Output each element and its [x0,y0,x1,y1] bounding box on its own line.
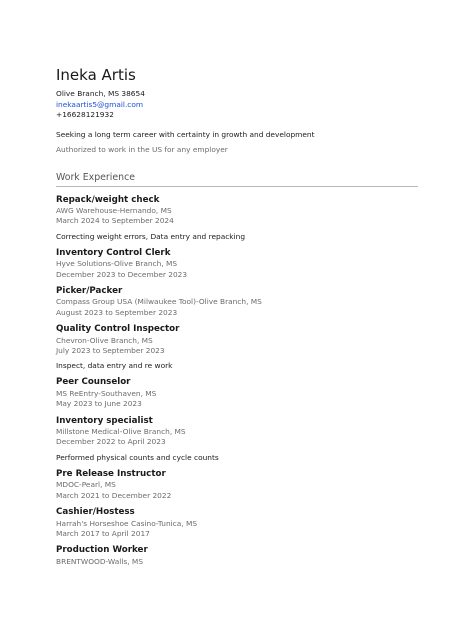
job-title: Picker/Packer [56,285,123,296]
job-company: Millstone Medical-Olive Branch, MS [56,427,186,437]
job-company: Harrah's Horseshoe Casino-Tunica, MS [56,518,198,528]
job-title: Peer Counselor [56,377,131,388]
candidate-email-link[interactable]: inekaartis5@gmail.com [56,99,144,109]
job-title: Inventory specialist [56,415,153,426]
job-dates: July 2023 to September 2023 [56,345,165,355]
job-title: Inventory Control Clerk [56,247,171,258]
job-company: AWG Warehouse-Hernando, MS [56,206,172,215]
job-company: Chevron-Olive Branch, MS [56,335,153,345]
job-company: MDOC-Pearl, MS [56,480,116,490]
work-experience-heading: Work Experience [56,172,418,187]
job-entry [56,377,418,409]
job-company: Compass Group USA (Milwaukee Tool)-Olive Branch, MS [56,297,262,307]
job-entry [56,195,418,242]
work-experience-list [56,195,418,567]
job-title: Repack/weight check [56,194,160,205]
work-authorization: Authorized to work in the US for any employer [56,145,228,154]
job-title: Quality Control Inspector [56,324,180,335]
job-description: Performed physical counts and cycle counts [56,452,219,462]
candidate-phone: +16628121932 [56,110,114,119]
job-title: Cashier/Hostess [56,507,135,518]
job-entry [56,507,418,539]
job-entry [56,545,418,567]
job-dates: May 2023 to June 2023 [56,399,142,409]
job-company: MS ReEntry-Southaven, MS [56,388,157,398]
resume-content [56,66,418,573]
career-summary: Seeking a long term career with certainty in growth and development [56,129,315,139]
job-title: Pre Release Instructor [56,468,166,479]
job-entry [56,416,418,463]
job-entry [56,286,418,318]
job-description: Correcting weight errors, Data entry and repacking [56,231,246,241]
job-company: BRENTWOOD-Walls, MS [56,556,144,566]
job-dates: March 2021 to December 2022 [56,490,172,500]
job-dates: March 2024 to September 2024 [56,216,174,226]
candidate-location: Olive Branch, MS 38654 [56,89,145,98]
job-entry [56,324,418,371]
candidate-name: Ineka Artis [56,66,136,84]
job-entry [56,469,418,501]
job-dates: March 2017 to April 2017 [56,528,150,538]
job-title: Production Worker [56,545,148,556]
job-entry [56,248,418,280]
job-dates: August 2023 to September 2023 [56,307,178,317]
job-description: Inspect, data entry and re work [56,361,173,371]
job-company: Hyve Solutions-Olive Branch, MS [56,259,178,269]
job-dates: December 2023 to December 2023 [56,269,188,279]
job-dates: December 2022 to April 2023 [56,437,166,447]
